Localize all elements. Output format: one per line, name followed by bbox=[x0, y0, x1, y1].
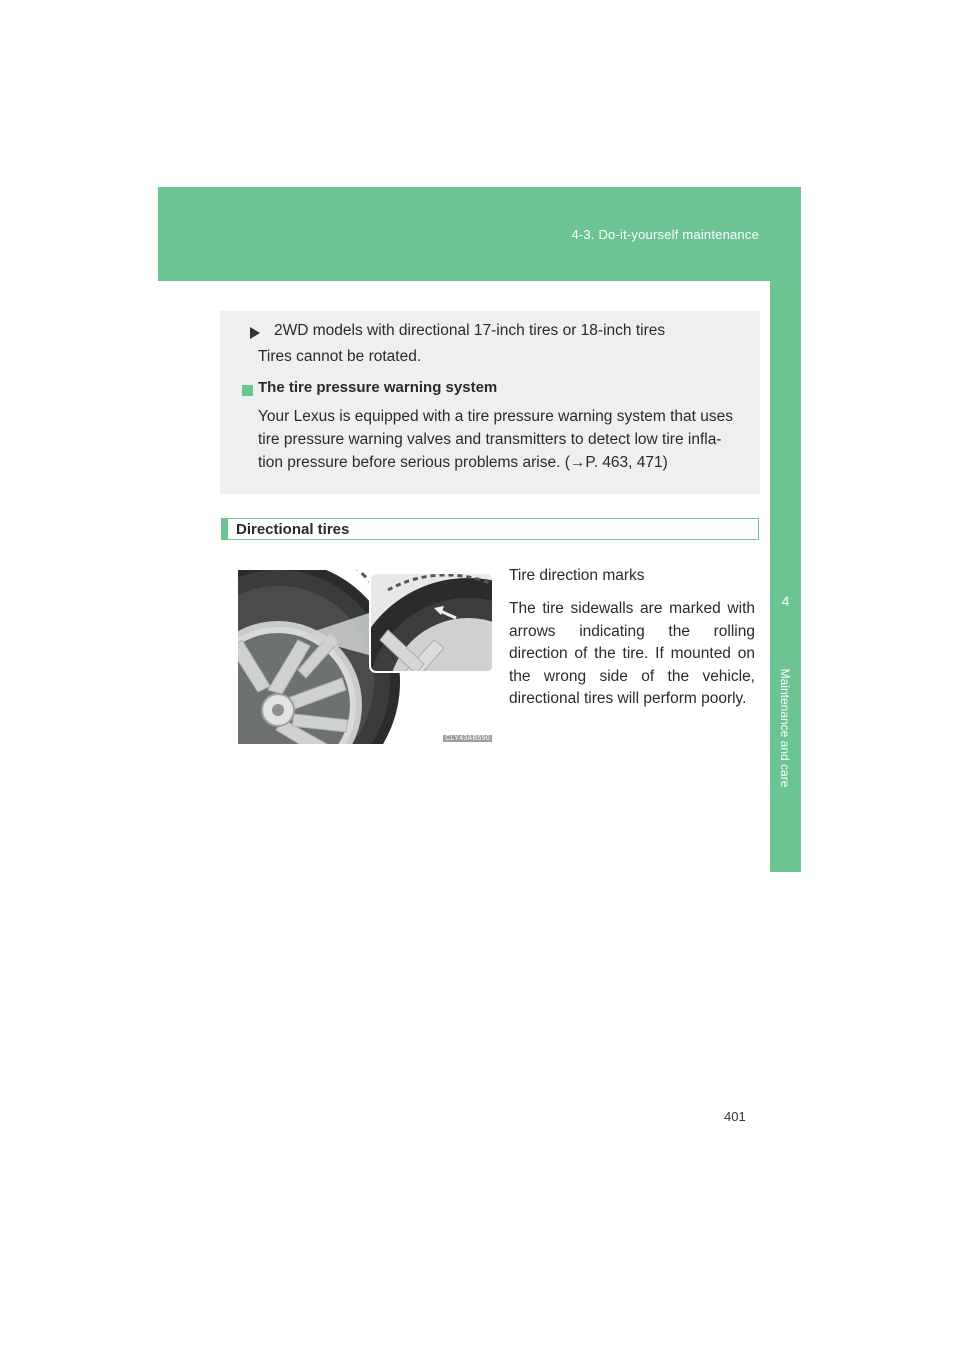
section-header-bar bbox=[222, 519, 228, 539]
note-paragraph-line-2: tire pressure warning valves and transmitters to detect low tire infla- bbox=[258, 431, 722, 448]
section-header bbox=[221, 518, 759, 540]
figure-caption: Tire direction marks bbox=[509, 567, 645, 584]
header-band bbox=[158, 187, 801, 281]
section-title-directional-tires: Directional tires bbox=[236, 521, 350, 538]
section-body-text: The tire sidewalls are marked with arrows indicating the rolling direction of the tire. If mounted on the wrong side of the vehicle, directional tires will perform poorly. bbox=[509, 600, 755, 707]
chapter-number: 4 bbox=[781, 593, 790, 609]
triangle-bullet-icon bbox=[250, 327, 260, 339]
figure-code: CLY43AB590 bbox=[445, 735, 490, 742]
square-bullet-icon bbox=[242, 385, 253, 396]
note-heading: The tire pressure warning system bbox=[258, 379, 498, 396]
note-paragraph-line-3: tion pressure before serious problems arise. (→P. 463, 471) bbox=[258, 454, 668, 471]
note-paragraph-line-1: Your Lexus is equipped with a tire pressure warning system that uses bbox=[258, 408, 734, 425]
chapter-side-tab bbox=[770, 281, 801, 872]
page-number: 401 bbox=[724, 1109, 746, 1124]
chapter-title: Maintenance and care bbox=[778, 668, 792, 788]
section-title: 4-3. Do-it-yourself maintenance bbox=[571, 227, 759, 242]
tire-illustration bbox=[238, 570, 495, 744]
tire-wheel-image bbox=[238, 570, 495, 744]
bullet-detail: Tires cannot be rotated. bbox=[258, 348, 422, 365]
bullet-line: 2WD models with directional 17-inch tires or 18-inch tires bbox=[274, 322, 666, 339]
note-box bbox=[220, 311, 760, 494]
